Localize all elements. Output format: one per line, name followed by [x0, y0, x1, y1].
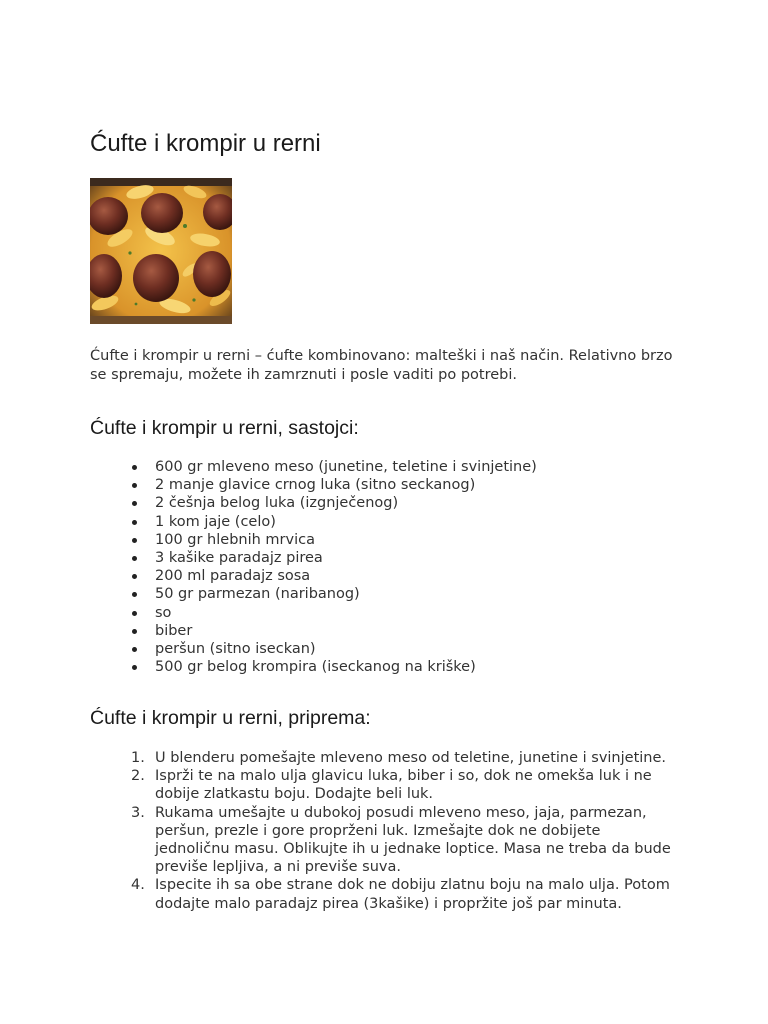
- step-number: 3.: [131, 804, 145, 821]
- ingredients-heading: Ćufte i krompir u rerni, sastojci:: [90, 417, 359, 439]
- ingredient-item: 50 gr parmezan (naribanog): [132, 585, 537, 603]
- page-title: Ćufte i krompir u rerni: [90, 130, 321, 157]
- ingredient-item: peršun (sitno iseckan): [132, 640, 537, 658]
- step-item: [131, 876, 691, 912]
- preparation-heading: Ćufte i krompir u rerni, priprema:: [90, 707, 371, 729]
- ingredient-item: so: [132, 604, 537, 622]
- step-line: peršun, prezle i gore proprženi luk. Izmešajte dok ne dobijete: [155, 822, 601, 839]
- recipe-photo: [90, 178, 232, 324]
- ingredient-item: 200 ml paradajz sosa: [132, 567, 537, 585]
- ingredient-item: 2 manje glavice crnog luka (sitno seckanog): [132, 476, 537, 494]
- ingredient-item: biber: [132, 622, 537, 640]
- ingredient-item: 1 kom jaje (celo): [132, 513, 537, 531]
- step-number: 4.: [131, 877, 145, 894]
- step-line: Isprži te na malo ulja glavicu luka, biber i so, dok ne omekša luk i ne: [155, 768, 652, 785]
- ingredient-item: 600 gr mleveno meso (junetine, teletine i svinjetine): [132, 458, 537, 476]
- preparation-steps: [131, 749, 691, 913]
- step-line: jednoličnu masu. Oblikujte ih u jednake loptice. Masa ne treba da bude: [155, 841, 671, 858]
- ingredient-item: 3 kašike paradajz pirea: [132, 549, 537, 567]
- step-line: Rukama umešajte u dubokoj posudi mleveno meso, jaja, parmezan,: [155, 804, 647, 821]
- ingredient-item: 500 gr belog krompira (iseckanog na kriške): [132, 658, 537, 676]
- step-line: dobije zlatkastu boju. Dodajte beli luk.: [155, 786, 434, 803]
- meatballs-and-potatoes-photo: [90, 178, 232, 324]
- ingredient-item: 100 gr hlebnih mrvica: [132, 531, 537, 549]
- intro-paragraph: Ćufte i krompir u rerni – ćufte kombinovano: malteški i naš način. Relativno brzo se spremaju, možete ih zamrznuti i posle vaditi po potrebi.: [90, 348, 673, 383]
- step-item: [131, 804, 691, 877]
- step-line: U blenderu pomešajte mleveno meso od teletine, junetine i svinjetine.: [155, 750, 667, 766]
- step-line: previše lepljiva, a ni previše suva.: [155, 859, 401, 876]
- step-line: dodajte malo paradajz pirea (3kašike) i propržite još par minuta.: [155, 895, 622, 912]
- ingredient-item: 2 češnja belog luka (izgnječenog): [132, 494, 537, 512]
- step-item: [131, 749, 691, 767]
- step-item: [131, 767, 691, 803]
- step-number: 1.: [131, 750, 145, 766]
- step-number: 2.: [131, 768, 145, 785]
- ingredients-list: [132, 458, 537, 676]
- step-line: Ispecite ih sa obe strane dok ne dobiju zlatnu boju na malo ulja. Potom: [155, 877, 670, 894]
